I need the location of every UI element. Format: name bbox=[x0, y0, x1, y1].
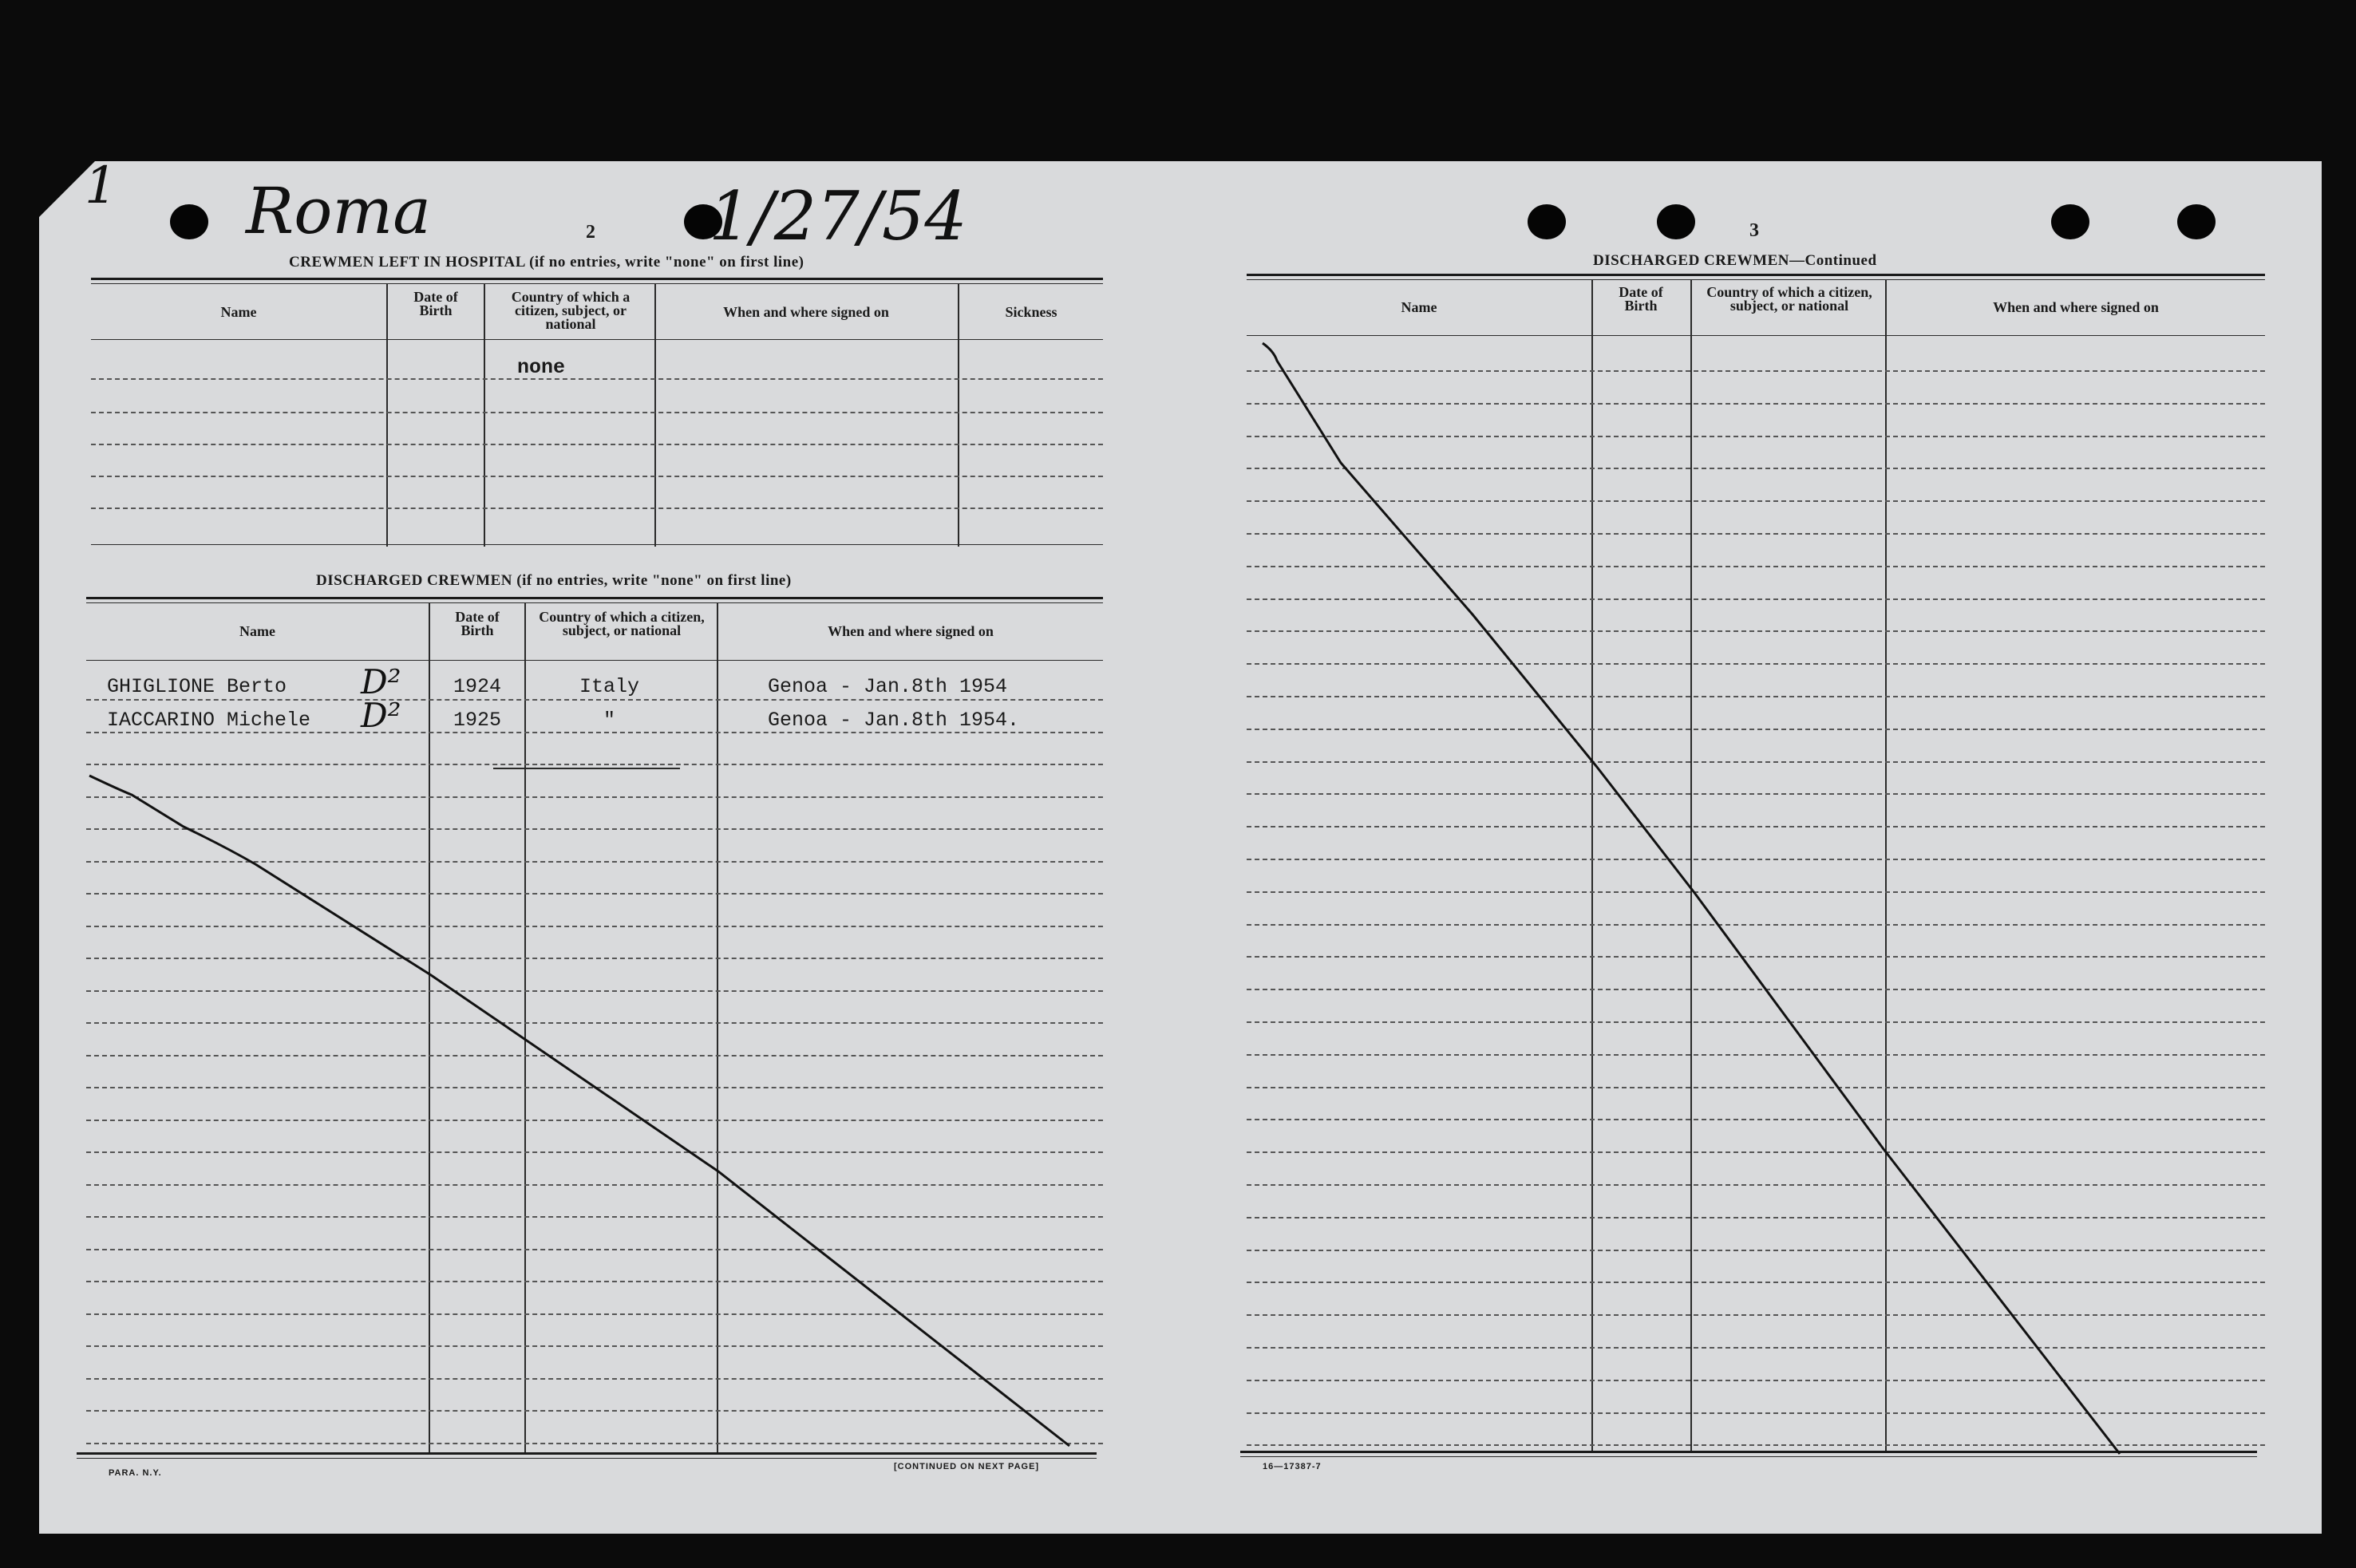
page-number-left: 2 bbox=[586, 222, 595, 243]
col-header-signed-on: When and where signed on bbox=[828, 623, 994, 639]
handwritten-mark: 1 bbox=[85, 156, 117, 215]
crew-country-1: Italy bbox=[579, 675, 640, 698]
col-header-name: Name bbox=[1401, 299, 1437, 315]
crew-dob-1: 1924 bbox=[453, 675, 502, 698]
col-header-dob: Date of Birth bbox=[413, 289, 458, 318]
crew-dob-2: 1925 bbox=[453, 709, 502, 732]
crew-name-2: IACCARINO Michele bbox=[107, 709, 311, 732]
hospital-title: CREWMEN LEFT IN HOSPITAL (if no entries, write "none" on first line) bbox=[289, 254, 804, 271]
crew-signed-on-2: Genoa - Jan.8th 1954. bbox=[768, 709, 1020, 732]
col-header-sickness: Sickness bbox=[1005, 304, 1057, 320]
handwritten-port: Roma bbox=[246, 174, 431, 248]
col-header-name: Name bbox=[239, 623, 275, 639]
col-header-dob: Date of Birth bbox=[455, 609, 500, 638]
discharged-continued-title: DISCHARGED CREWMEN—Continued bbox=[1593, 252, 1877, 269]
col-header-dob: Date of Birth bbox=[1619, 284, 1663, 314]
discharged-title: DISCHARGED CREWMEN (if no entries, write "none" on first line) bbox=[316, 572, 792, 589]
handwritten-date: 1/27/54 bbox=[709, 177, 967, 255]
crew-signed-on-1: Genoa - Jan.8th 1954 bbox=[768, 675, 1008, 698]
strike-line-right bbox=[1263, 343, 2120, 1454]
col-header-name: Name bbox=[220, 304, 257, 320]
handwritten-initials-1: D² bbox=[361, 662, 401, 701]
col-header-country: Country of which a citizen, subject, or national bbox=[511, 289, 631, 332]
col-header-signed-on: When and where signed on bbox=[723, 304, 889, 320]
handwritten-initials-2: D² bbox=[361, 696, 401, 735]
footer-continued: [CONTINUED ON NEXT PAGE] bbox=[894, 1462, 1040, 1471]
col-header-country: Country of which a citizen, subject, or national bbox=[539, 609, 705, 638]
footer-printer: PARA. N.Y. bbox=[109, 1468, 162, 1478]
strike-line-left bbox=[89, 776, 1069, 1446]
page-number-right: 3 bbox=[1749, 220, 1759, 241]
col-header-signed-on: When and where signed on bbox=[1993, 299, 2159, 315]
col-header-country: Country of which a citizen, subject, or national bbox=[1706, 284, 1872, 314]
footer-form-number: 16—17387-7 bbox=[1263, 1462, 1322, 1471]
hospital-entry-none: none bbox=[517, 356, 566, 379]
crew-country-2: " bbox=[603, 709, 616, 732]
crew-name-1: GHIGLIONE Berto bbox=[107, 675, 287, 698]
